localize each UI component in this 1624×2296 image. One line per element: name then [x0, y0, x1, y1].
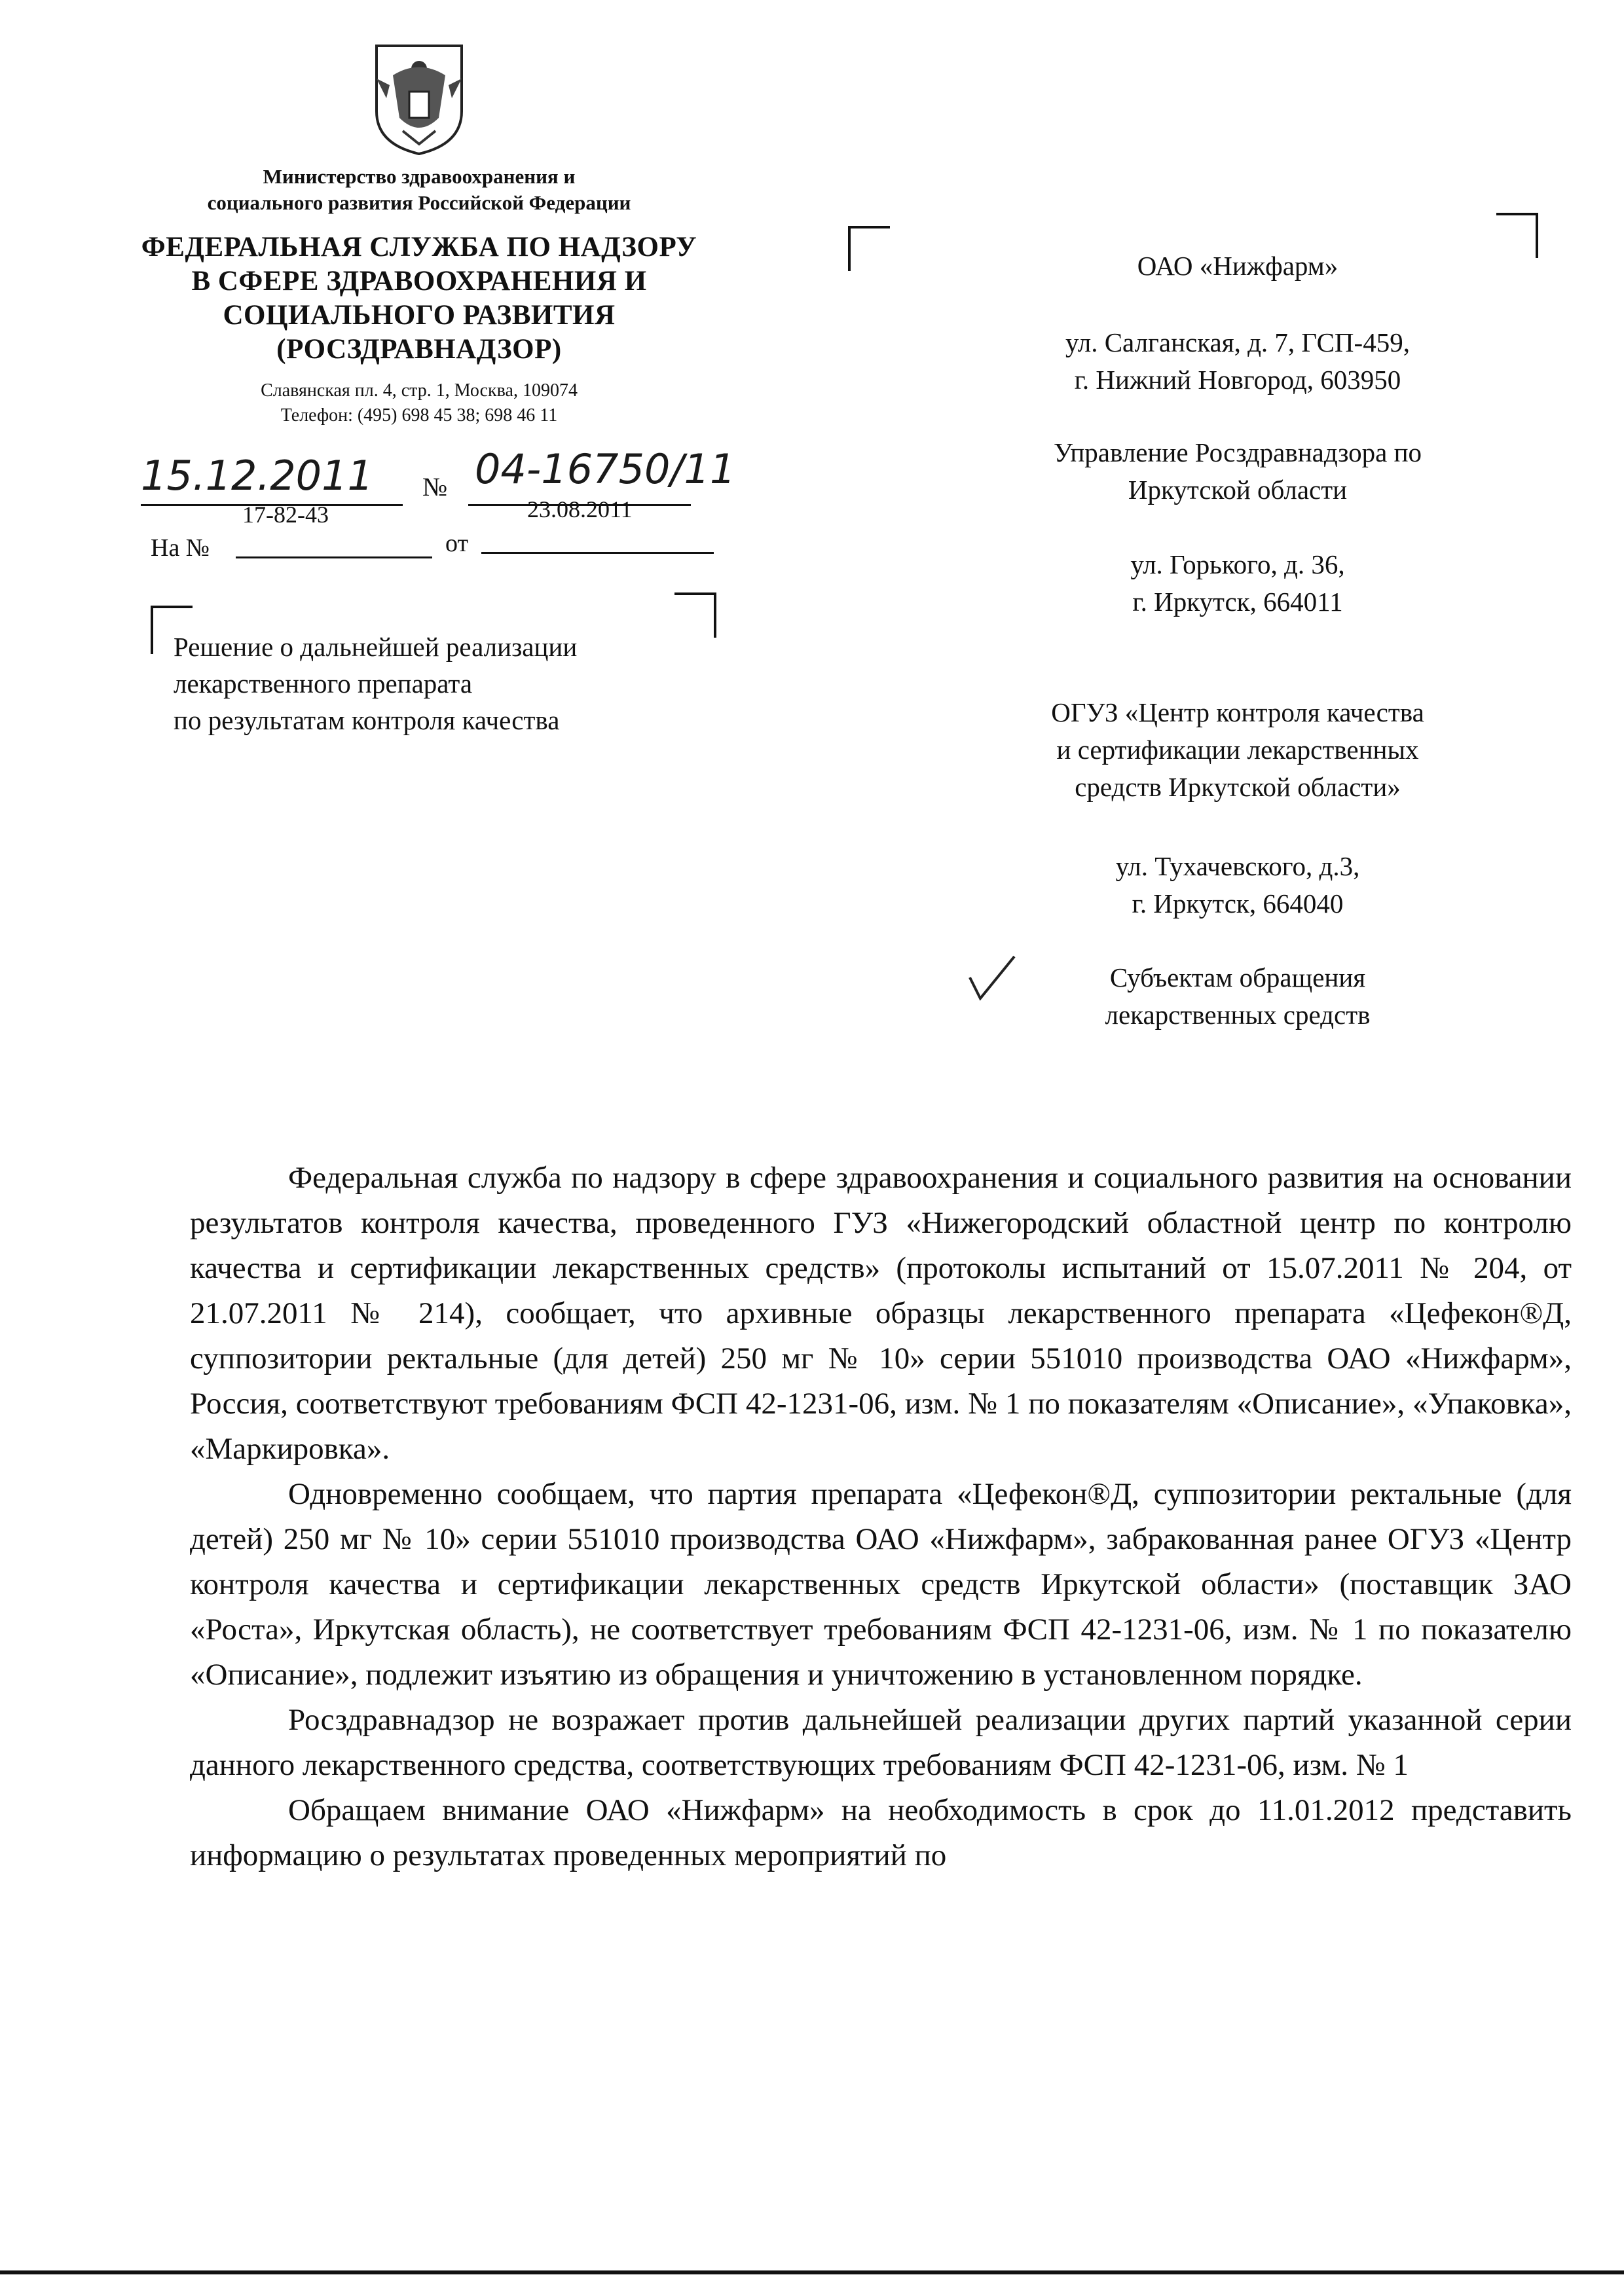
agency-name-line2: В СФЕРЕ ЗДРАВООХРАНЕНИЯ И	[191, 266, 647, 297]
page-bottom-rule	[0, 2270, 1624, 2274]
from-label: от	[445, 530, 469, 557]
outgoing-date: 15.12.2011	[141, 452, 373, 500]
ministry-name-line1: Министерство здравоохранения и	[263, 165, 576, 188]
subject-line2: лекарственного препарата	[174, 668, 473, 699]
agency-name-line3: СОЦИАЛЬНОГО РАЗВИТИЯ	[223, 300, 616, 331]
letter-body	[190, 1156, 1572, 1878]
body-paragraph-2: Одновременно сообщаем, что партия препарата «Цефекон®Д, суппозитории ректальные (для детей) 250 мг № 10» серии 551010 производства ОАО «Нижфарм», забракованная ранее ОГУЗ «Центр контроля качества и сертификации лекарственных средств Иркутской области» (поставщик ЗАО «Роста», Иркутская область), не соответствует требованиям ФСП 42-1231-06, изм. № 1 по показателю «Описание», подлежит изъятию из обращения и уничтожению в установленном порядке.	[190, 1477, 1572, 1692]
agency-phone: Телефон: (495) 698 45 38; 698 46 11	[280, 405, 558, 426]
body-paragraph-4: Обращаем внимание ОАО «Нижфарм» на необходимость в срок до 11.01.2012 представить информацию о результатах проведенных мероприятий по	[190, 1793, 1572, 1872]
subject-block	[174, 629, 763, 738]
agency-name	[124, 230, 714, 367]
ministry-name-line2: социального развития Российской Федерации	[207, 191, 631, 214]
addressee-3-name-line3: средств Иркутской области»	[1075, 772, 1401, 802]
reference-date: 23.08.2011	[527, 496, 633, 522]
number-sign: №	[422, 472, 448, 501]
addressee-2-address-line1: ул. Горького, д. 36,	[1130, 549, 1345, 579]
outgoing-number: 04-16750/11	[475, 445, 736, 493]
reference-number-line	[236, 556, 432, 558]
addressee-1-address-line2: г. Нижний Новгород, 603950	[1074, 365, 1401, 395]
addressee-3-address-line2: г. Иркутск, 664040	[1132, 888, 1344, 919]
agency-name-line4: (РОСЗДРАВНАДЗОР)	[276, 334, 562, 365]
addressee-1-address-line1: ул. Салганская, д. 7, ГСП-459,	[1065, 327, 1410, 357]
reference-label: На №	[151, 534, 210, 562]
reference-number: 17-82-43	[242, 501, 329, 528]
addressee-2-name-line1: Управление Росздравнадзора по	[1053, 437, 1422, 467]
addressee-2-name-line2: Иркутской области	[1128, 475, 1348, 505]
agency-address: Славянская пл. 4, стр. 1, Москва, 109074	[261, 380, 578, 401]
reference-date-line	[481, 552, 714, 554]
body-paragraph-1: Федеральная служба по надзору в сфере здравоохранения и социального развития на основании результатов контроля качества, проведенного ГУЗ «Нижегородский областной центр по контролю качества и сертификации лекарственных средств» (протоколы испытаний от 15.07.2011 № 204, от 21.07.2011 № 214), сообщает, что архивные образцы лекарственного препарата «Цефекон®Д, суппозитории ректальные (для детей) 250 мг № 10» серии 551010 производства ОАО «Нижфарм», Россия, соответствуют требованиям ФСП 42-1231-06, изм. № 1 по показателям «Описание», «Упаковка», «Маркировка».	[190, 1161, 1572, 1466]
addressee-4-name-line2: лекарственных средств	[1105, 1000, 1371, 1030]
subject-line1: Решение о дальнейшей реализации	[174, 632, 578, 662]
addressee-4-name-line1: Субъектам обращения	[1109, 962, 1366, 993]
addressee-bracket-left	[848, 226, 890, 271]
subject-line3: по результатам контроля качества	[174, 705, 560, 735]
addressee-2-address-line2: г. Иркутск, 664011	[1132, 587, 1343, 617]
letterhead	[124, 164, 714, 428]
addressee-3-address-line1: ул. Тухачевского, д.3,	[1115, 851, 1360, 881]
body-paragraph-3: Росздравнадзор не возражает против дальнейшей реализации других партий указанной серии данного лекарственного средства, соответствующих требованиям ФСП 42-1231-06, изм. № 1	[190, 1703, 1572, 1782]
coat-of-arms-emblem	[363, 39, 475, 157]
addressee-3-name-line1: ОГУЗ «Центр контроля качества	[1051, 697, 1424, 727]
addressee-1-name: ОАО «Нижфарм»	[1137, 251, 1338, 281]
addressee-3-name-line2: и сертификации лекарственных	[1056, 735, 1419, 765]
agency-name-line1: ФЕДЕРАЛЬНАЯ СЛУЖБА ПО НАДЗОРУ	[141, 232, 697, 263]
